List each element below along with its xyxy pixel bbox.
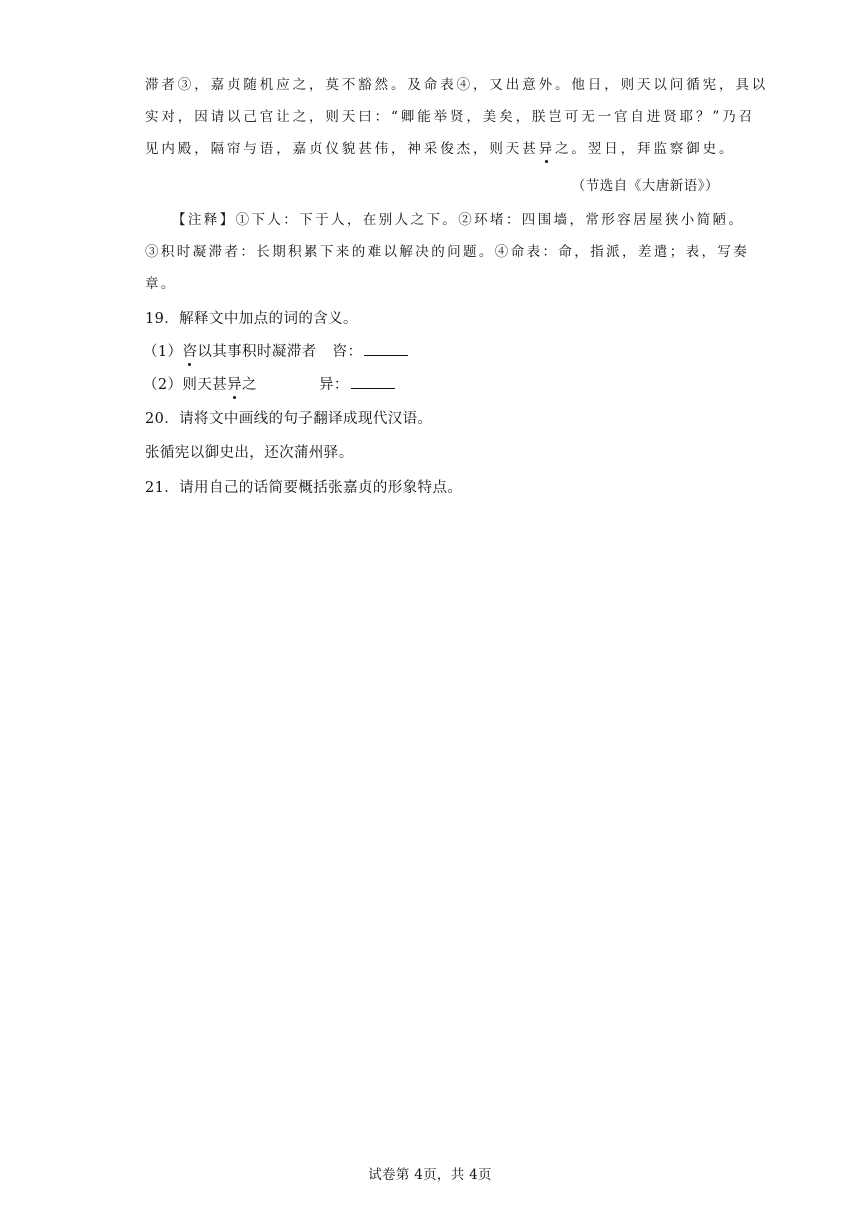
answer-blank-zi[interactable] <box>364 341 408 356</box>
q19-item1-rest: 以其事积时凝滞者 <box>197 344 317 360</box>
notes-line-3: 章。 <box>145 276 177 292</box>
dotted-word-yi: 异 <box>538 141 556 157</box>
question-20-title: 20．请将文中画线的句子翻译成现代汉语。 <box>145 411 433 427</box>
notes-text-1: ①下人：下于人，在别人之下。②环堵：四围墙，常形容居屋狭小简陋。 <box>235 212 745 228</box>
question-19-title: 19．解释文中加点的词的含义。 <box>145 311 358 327</box>
question-19-item-1 <box>143 341 717 362</box>
page-footer: 试卷第 4页，共 4页 <box>368 1167 492 1183</box>
passage-line-2: 实对，因请以己官让之，则天曰：“卿能举贤，美矣，朕岂可无一官自进贤耶？”乃召 <box>145 109 756 125</box>
passage-line-1: 滞者③，嘉贞随机应之，莫不豁然。及命表④，又出意外。他日，则天以问循宪，具以 <box>145 77 769 93</box>
question-21-title: 21．请用自己的话简要概括张嘉贞的形象特点。 <box>145 480 463 496</box>
question-19-item-2 <box>143 374 717 395</box>
q19-item2-rest: 之 <box>242 377 257 393</box>
passage-line-3-tail: 之。翌日，拜监察御史。 <box>555 141 736 157</box>
passage-source: （节选自《大唐新语》） <box>571 178 719 194</box>
dotted-word-zi: 咨 <box>182 344 198 360</box>
answer-blank-yi[interactable] <box>351 374 395 389</box>
notes-label: 【注释】 <box>172 212 236 228</box>
passage-line-3 <box>145 139 736 159</box>
passage-line-3-text: 见内殿，隔帘与语，嘉贞仪貌甚伟，神采俊杰，则天甚 <box>145 141 539 157</box>
dotted-word-yi-q: 异 <box>227 377 243 393</box>
q19-item1-prefix: （1） <box>143 344 183 360</box>
q19-item1-label: 咨： <box>332 344 363 360</box>
question-20-sentence: 张循宪以御史出，还次蒲州驿。 <box>145 445 354 461</box>
notes-line-2: ③积时凝滞者：长期积累下来的难以解决的问题。④命表：命，指派，差遣；表，写奏 <box>145 244 750 260</box>
q19-item2-label: 异： <box>318 377 349 393</box>
notes-line-1 <box>145 210 745 230</box>
q19-item2-prefix: （2）则天甚 <box>143 377 228 393</box>
